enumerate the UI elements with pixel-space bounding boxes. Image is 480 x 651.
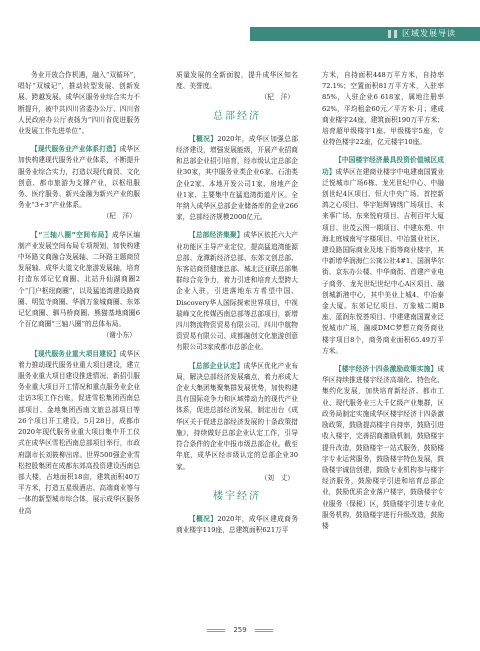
article-entry (176, 230, 298, 353)
article-entry (322, 155, 444, 357)
entry-heading: 【概况】 (189, 515, 218, 524)
entry-body: 2020年，成华区建成商务商业楼宇119座，总建筑面积621万平 (176, 515, 299, 535)
article-entry (18, 349, 140, 517)
paragraph (176, 70, 298, 104)
entry-body: 2020年，成华区加强总部经济建设，增强发展能级，开展产业招商和总部企业招引培育，经市级认定总部企业30家，其中服务业类企业6家、石油类企业2家、本地开发公司1家、房地产企业1家、主要集中在猛追湾街道片区。全年纳入成华区总部企业储备库的企业266家，总部经济规模2000亿元。 (176, 134, 299, 222)
column-2 (176, 70, 298, 544)
entry-body: 成华区在建商业楼宇中电建南国置业泛悦城市广场6栋、龙光世纪中心、中融创世纪4区项目、恒大中央广场、首控新鸿之心项目、华宇旭辉锦绣广场项目、未来事广场、东来悦府项目、吉利百年大厦项目、世茂云图一期项目、中建东苑、中海北庭城南写字楼项目、中冶置业社区、建设路国际商业及地下街等商业楼宇，其中新增华润海仁公寓公社4#1、国润华尔街、京东办公楼、中华商街、首建产业电子商务、龙光世纪世纪中心A区项目、融创城新港中心，其中美业上城4、中冶泰金大厦。东郊记忆项目、万象城二期B座、蓝润东悦荟项目、中建建南国置业泛悦城市广场，融威DMC梦想立商务商业楼宇项目8个，商务商业面积65.49万平方米。 (322, 167, 445, 355)
footer-ornament (255, 629, 273, 632)
article-entry (322, 364, 444, 532)
page-number: 259 (233, 626, 247, 634)
section-title: 楼宇经济 (213, 490, 261, 502)
entry-body: 成华区优化产业布局，解决总部经济发展痛点，着力形成大企业大集团集聚集群发展优势，加快构建具有国际竞争力和区域带动力的现代产业体系，促进总部经济发展，制定出台《成华区关于促进总部经济发展的十条政策措施》，持续做好总部企业认定工作，引导符合条件的企业申报市级总部企业。截至年底，成华区经市级认定的总部企业30家。 (176, 361, 299, 471)
entry-body: 成华区着力推动现代服务业重大项目建设，建立服务业重大项目建设推进情况、新招引服务业重大项目开工情况和重点服务业企业走访3项工作台账，促进雪松集团西南总部项目、金地集团西南文旅总部项目等26个项目开工建设。5月28日，成都市2020年现代服务业重大项目集中开工仪式在成华区雪松西南总部项目举行，市政府副市长刘筱柳出席。世界500强企业雪松控股集团在成都东郊高投资建设西南总部大楼，占地面积18亩，建筑面积40万平方米，打造五星级酒店、高端商业等与一体的新型城市综合体，展示成华区服务业高 (18, 349, 141, 515)
header-ornament (394, 30, 397, 38)
paragraph (18, 70, 140, 137)
column-1 (18, 70, 140, 524)
entry-heading: 【现代服务业产业体系打造】 (31, 145, 120, 154)
entry-body: 成华区持续推进楼宇经济高端化、特色化、集约化发展，加快培育新经济、都市工业、现代服务业三大千亿级产业集群，区政务局制定实施成华区楼宇经济十四条激励政策，鼓励提高楼宇自持率，鼓励引进收入楼宇，完善招商激励机制，鼓励楼宇提升改造，鼓励楼宇一站式服务，鼓励楼宇专业运营服务，鼓励楼宇特色发展，鼓励楼宇诚信创建，鼓励专业机构参与楼宇经济服务，鼓励楼宇引进和培育总部企业，鼓励优质企业落户楼宇，鼓励楼宇专业服务（保税）区，鼓励楼宇引进专业化服务机构，鼓励楼宇进行升级改造，鼓励楼 (322, 365, 444, 530)
entry-heading: 【楼宇经济十四条激励政策实施】 (335, 365, 438, 374)
entry-body: 质量发展的全新面貌，提升成华区知名度、美誉度。 (176, 71, 298, 91)
entry-heading: 【概况】 (189, 134, 218, 143)
entry-body: 成华区依托六大产业功能区主导产业定位，提高猛追湾能源总部、龙潭新经济总部、东郊文创总部、东客站商贸健康总部、城北泛亚联总部集群综合竞争力，着力引进和培育大型跨大企业入驻，引进落地东方希望中国、Discovery华人国际探索世界项目，中视瑞峰文化传媒西南总部等总部项目，新增四川物流物资贸易有限公司、四川中航物资贸易有限公司、成都融创文化旅游创意有限公司3家成都市总部企业。 (176, 231, 299, 352)
paragraph (322, 70, 444, 148)
page-footer (0, 626, 480, 634)
entry-body: 成华区加快构建现代服务业产业体系，不断提升服务业综合实力，打造以现代商贸、文化创意、都市旅游为支撑产业，以枢纽服务、医疗服务、新兴金融为新兴产业的服务业“3+3”产业体系。 (18, 145, 141, 210)
article-entry (176, 134, 298, 224)
entry-author: （谢小东） (102, 331, 136, 340)
article-entry (18, 230, 140, 342)
entry-heading: 【“三轴八圈”空间布局】 (31, 230, 112, 239)
entry-body: 方米，自持面积448万平方米，自持率72.1%；空置面积81万平方米，入驻率85%，入驻企业6 618家，属地注册率62%，平均租金60元／平方米·月；建成商业楼宇24座，建筑面积190万平方米；培育超甲级楼宇1座、甲级楼宇5座，专业特色楼宇22座，亿元楼宇10座。 (322, 71, 444, 147)
header-ornament (388, 30, 391, 38)
entry-author: （杞 洋） (102, 212, 136, 221)
entry-author: （刘 丈） (260, 473, 294, 482)
footer-ornament (207, 629, 225, 632)
entry-body: 成华区编制产业发展空间布局专项规划，加快构建中环路文商融合发展轴、二环路主题商贸发展轴、成华大道文化旅游发展轴，培育打造东郊记忆商圈、北站升仙湖商圈2个“门户枢纽商圈”，以及猛追湾建设路商圈、明览寺商圈、华润万象城商圈、东郊记忆商圈、驷马桥商圈、熊猫基地商圈6个百亿商圈“三轴八圈”的总体布局。 (18, 230, 141, 329)
section-title: 总部经济 (213, 110, 261, 122)
entry-heading: 【总部企业认定】 (189, 361, 244, 370)
entry-body: 务业开放合作机遇，融入“双循环”，唱好“双城记”，推动转型发展、创新发展、跨越发展。成华区服务业综合实力不断提升，被中共四川省委办公厅、四川省人民政府办公厅表扬为“四川省促进服务业发展工作先进单位”。 (18, 71, 140, 136)
page-header (0, 0, 480, 48)
column-3 (322, 70, 444, 539)
article-entry (176, 361, 298, 484)
entry-heading: 【现代服务业重大项目建设】 (31, 349, 120, 358)
entry-author: （杞 洋） (260, 93, 294, 102)
article-entry (176, 514, 298, 536)
entry-heading: 【中国楼宇经济最具投资价值城区成功】 (322, 156, 444, 176)
header-section-label: 区域发展导读 (402, 29, 456, 38)
article-entry (18, 144, 140, 222)
entry-heading: 【总部经济集聚】 (189, 231, 244, 240)
